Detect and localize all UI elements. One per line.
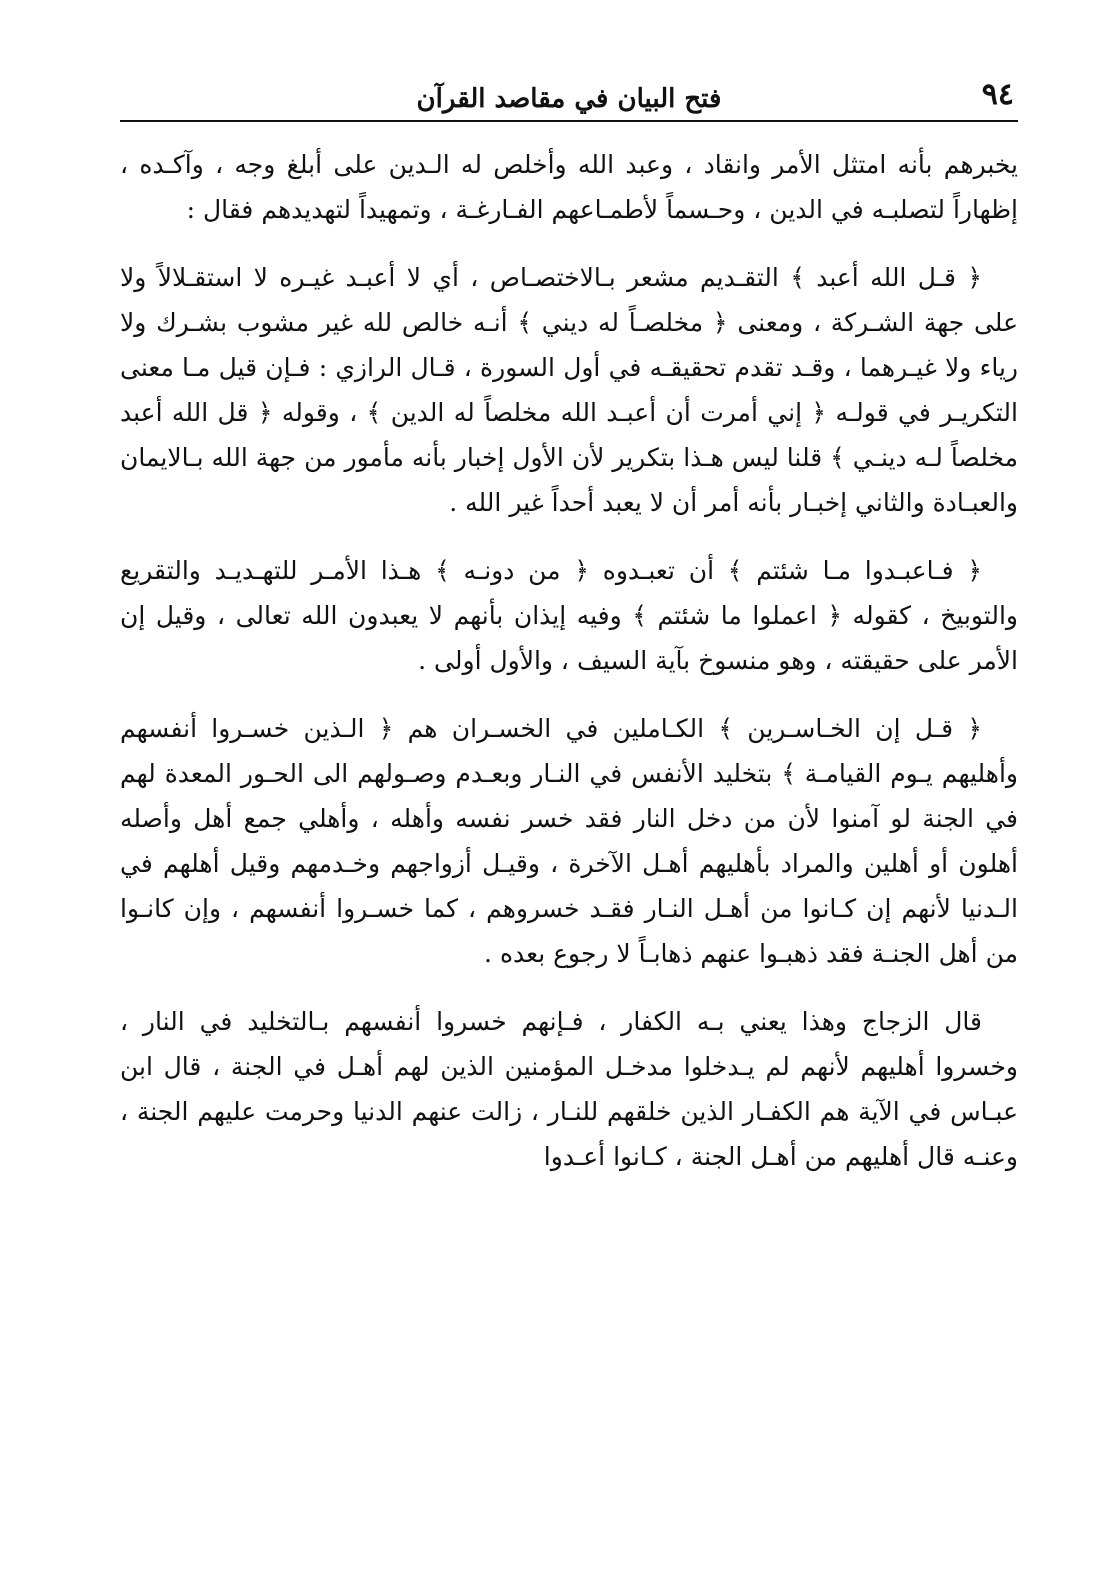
body-text [120,142,1018,1179]
paragraph: ﴿ قـل إن الخـاسـرين ﴾ الكـاملين في الخسـران هم ﴿ الـذين خسـروا أنفسهم وأهليهم يـوم القيامـة ﴾ بتخليد الأنفس في النـار وبعـدم وصـولهم الى الحـور المعدة لهم في الجنة لو آمنوا لأن من دخل النار فقد خسر نفسه وأهله ، وأهلي جمع أهل وأصله أهلون أو أهلين والمراد بأهليهم أهـل الآخرة ، وقيـل أزواجهم وخـدمهم وقيل أهلهم في الـدنيا لأنهم إن كـانوا من أهـل النـار فقـد خسروهم ، كما خسـروا أنفسهم ، وإن كانـوا من أهل الجنـة فقد ذهبـوا عنهم ذهابـاً لا رجوع بعده . [120,714,1018,968]
paragraph: ﴿ قـل الله أعبد ﴾ التقـديم مشعر بـالاختصـاص ، أي لا أعبـد غيـره لا استقـلالاً ولا على جهة الشـركة ، ومعنى ﴿ مخلصـاً له ديني ﴾ أنـه خالص لله غير مشوب بشـرك ولا رياء ولا غيـرهما ، وقـد تقدم تحقيقـه في أول السورة ، قـال الرازي : فـإن قيل مـا معنى التكريـر في قولـه ﴿ إني أمرت أن أعبـد الله مخلصاً له الدين ﴾ ، وقوله ﴿ قل الله أعبد مخلصاً لـه دينـي ﴾ قلنا ليس هـذا بتكرير لأن الأول إخبار بأنه مأمور من جهة الله بـالايمان والعبـادة والثاني إخبـار بأنه أمر أن لا يعبد أحداً غير الله . [120,263,1018,517]
paragraph: قال الزجاج وهذا يعني بـه الكفار ، فـإنهم خسروا أنفسهم بـالتخليد في النار ، وخسروا أهليهم لأنهم لم يـدخلوا مدخـل المؤمنين الذين لهم أهـل في الجنة ، قال ابن عبـاس في الآية هم الكفـار الذين خلقهم للنـار ، زالت عنهم الدنيا وحرمت عليهم الجنة ، وعنـه قال أهليهم من أهـل الجنة ، كـانوا أعـدوا [120,1007,1018,1171]
book-page [120,70,1018,1550]
paragraph: يخبرهم بأنه امتثل الأمر وانقاد ، وعبد الله وأخلص له الـدين على أبلغ وجه ، وآكـده ، إظهاراً لتصلبـه في الدين ، وحـسماً لأطمـاعهم الفـارغـة ، وتمهيداً لتهديدهم فقال : [120,150,1018,224]
paragraph: ﴿ فـاعبـدوا مـا شئتم ﴾ أن تعبـدوه ﴿ من دونـه ﴾ هـذا الأمـر للتهـديـد والتقريع والتوبيخ ، كقوله ﴿ اعملوا ما شئتم ﴾ وفيه إيذان بأنهم لا يعبدون الله تعالى ، وقيل إن الأمر على حقيقته ، وهو منسوخ بآية السيف ، والأول أولى . [120,556,1018,675]
page-number: ٩٤ [981,77,1014,112]
page-header [120,70,1018,122]
running-title: فتح البيان في مقاصد القرآن [416,84,722,114]
